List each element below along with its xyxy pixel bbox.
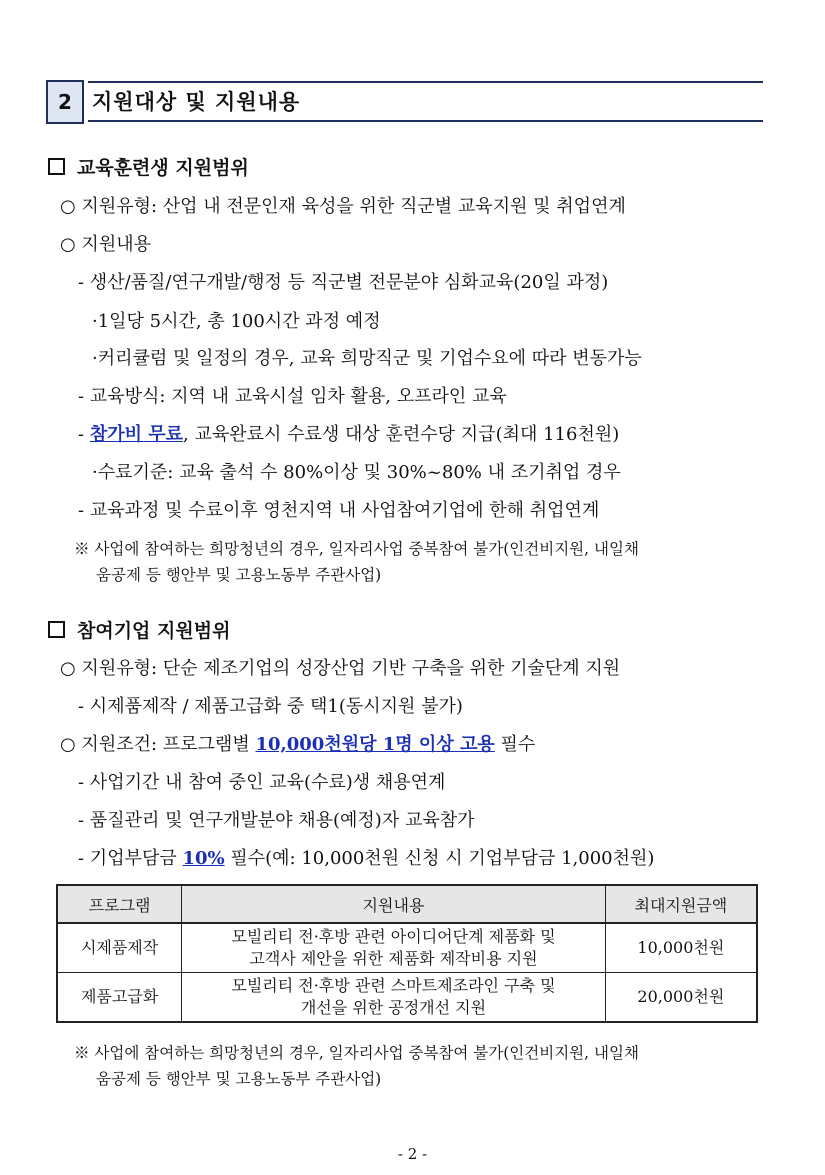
section-number: 2 <box>46 80 84 124</box>
company-cond1: - 사업기간 내 참여 중인 교육(수료)생 채용연계 <box>78 772 446 793</box>
free-fee-highlight: 참가비 무료 <box>89 424 184 445</box>
trainee-line4: - 교육과정 및 수료이후 영천지역 내 사업참여기업에 한해 취업연계 <box>78 500 600 521</box>
amount-cell: 10,000천원 <box>605 923 757 973</box>
trainee-line2: - 교육방식: 지역 내 교육시설 임차 활용, 오프라인 교육 <box>78 386 507 407</box>
company-condition-suffix: 필수 <box>494 734 536 755</box>
trainee-content-label: ○ 지원내용 <box>60 234 151 255</box>
header-rule-top <box>88 81 763 83</box>
checkbox-square-icon <box>48 158 65 175</box>
content-line: 고객사 제안을 위한 제품화 제작비용 지원 <box>249 949 538 968</box>
support-table <box>56 884 758 1023</box>
company-type-sub: - 시제품제작 / 제품고급화 중 택1(동시지원 불가) <box>78 696 463 717</box>
table-header-row <box>57 885 757 923</box>
content-line: 모빌리티 전·후방 관련 아이디어단계 제품화 및 <box>231 927 556 946</box>
content-cell <box>182 973 606 1023</box>
content-cell <box>182 923 606 973</box>
trainee-line3-rest: , 교육완료시 수료생 대상 훈련수당 지급(최대 116천원) <box>183 424 620 445</box>
content-line: 개선을 위한 공정개선 지원 <box>300 998 487 1017</box>
trainee-heading <box>48 156 249 180</box>
company-cond2: - 품질관리 및 연구개발분야 채용(예정)자 교육참가 <box>78 810 475 831</box>
company-note-line2: 움공제 등 행안부 및 고용노동부 주관사업) <box>96 1070 382 1088</box>
company-heading-text: 참여기업 지원범위 <box>77 620 231 642</box>
trainee-note-line1: ※ 사업에 참여하는 희망청년의 경우, 일자리사업 중복참여 불가(인건비지원, 내일채 <box>74 540 639 558</box>
content-line: 모빌리티 전·후방 관련 스마트제조라인 구축 및 <box>231 976 556 995</box>
header-rule-bottom <box>88 120 763 122</box>
table-row <box>57 923 757 973</box>
company-note-line1: ※ 사업에 참여하는 희망청년의 경우, 일자리사업 중복참여 불가(인건비지원, 내일채 <box>74 1044 639 1062</box>
company-type: ○ 지원유형: 단순 제조기업의 성장산업 기반 구축을 위한 기술단계 지원 <box>60 658 621 679</box>
company-heading <box>48 619 230 643</box>
page-number: - 2 - <box>397 1145 428 1163</box>
section-header <box>46 80 763 122</box>
company-condition <box>60 733 535 757</box>
table-header-cell: 프로그램 <box>57 885 182 923</box>
trainee-line1: - 생산/품질/연구개발/행정 등 직군별 전문분야 심화교육(20일 과정) <box>78 272 609 293</box>
company-cond3 <box>78 847 654 871</box>
amount-cell: 20,000천원 <box>605 973 757 1023</box>
company-condition-prefix: ○ 지원조건: 프로그램별 <box>60 734 256 755</box>
burden-highlight: 10% <box>182 848 225 869</box>
trainee-note-line2: 움공제 등 행안부 및 고용노동부 주관사업) <box>96 566 382 584</box>
table-header-cell: 지원내용 <box>182 885 606 923</box>
hiring-highlight: 10,000천원당 1명 이상 고용 <box>255 734 495 755</box>
trainee-line3a: ·수료기준: 교육 출석 수 80%이상 및 30%~80% 내 조기취업 경우 <box>92 462 621 483</box>
trainee-line3 <box>78 423 619 447</box>
trainee-type: ○ 지원유형: 산업 내 전문인재 육성을 위한 직군별 교육지원 및 취업연계 <box>60 196 626 217</box>
company-cond3-prefix: - 기업부담금 <box>78 848 183 869</box>
section-title: 지원대상 및 지원내용 <box>92 90 301 114</box>
checkbox-square-icon <box>48 621 65 638</box>
trainee-line3-prefix: - <box>78 424 90 445</box>
trainee-heading-text: 교육훈련생 지원범위 <box>77 157 249 179</box>
program-cell: 시제품제작 <box>57 923 182 973</box>
program-cell: 제품고급화 <box>57 973 182 1023</box>
trainee-line1a: ·1일당 5시간, 총 100시간 과정 예정 <box>92 311 381 332</box>
company-cond3-rest: 필수(예: 10,000천원 신청 시 기업부담금 1,000천원) <box>224 848 655 869</box>
table-header-cell: 최대지원금액 <box>605 885 757 923</box>
trainee-line1b: ·커리큘럼 및 일정의 경우, 교육 희망직군 및 기업수요에 따라 변동가능 <box>92 348 642 369</box>
table-row <box>57 973 757 1023</box>
